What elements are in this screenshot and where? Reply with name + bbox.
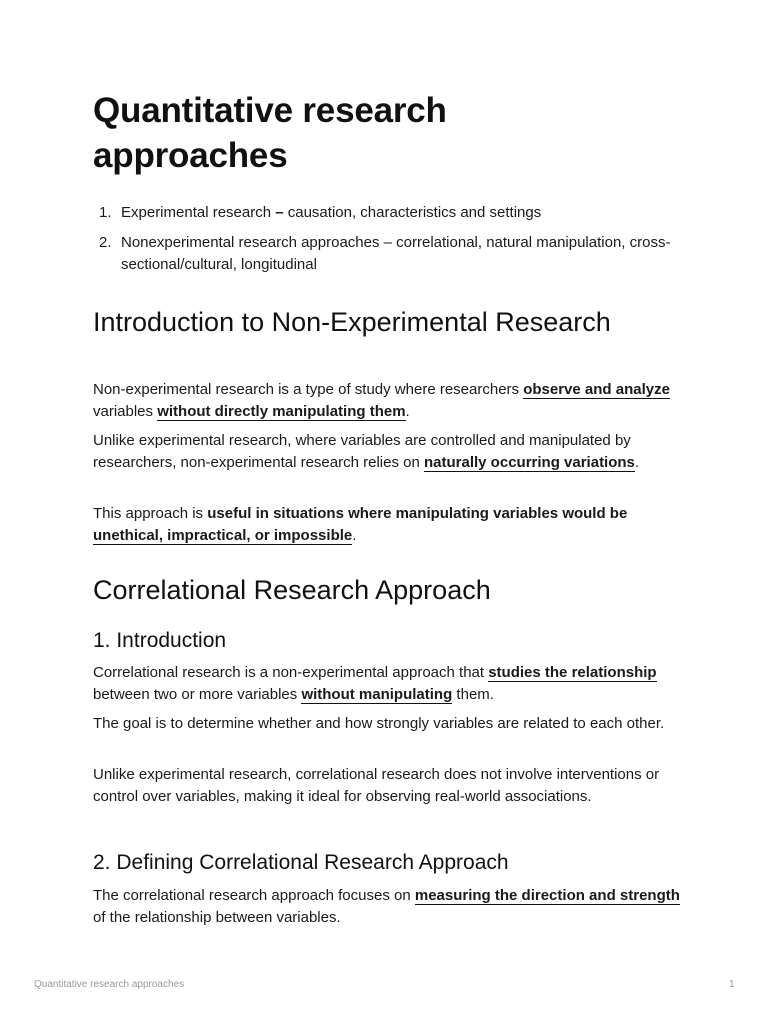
list-item: 1. Experimental research – causation, characteristics and settings	[99, 204, 542, 221]
correlational-paragraph-4: The correlational research approach focuses on measuring the direction and strength of the relationship between variables.	[93, 887, 680, 926]
intro-paragraph-2: Unlike experimental research, where variables are controlled and manipulated by researchers, non-experimental research relies on naturally occurring variations.	[93, 432, 640, 471]
list-item: 2. Nonexperimental research approaches – correlational, natural manipulation, cross-sectional/cultural, longitudinal	[99, 234, 671, 273]
correlational-paragraph-1: Correlational research is a non-experimental approach that studies the relationship between two or more variables without manipulating them.	[93, 664, 657, 703]
outline-list	[93, 202, 683, 284]
intro-paragraph-1: Non-experimental research is a type of study where researchers observe and analyze variables without directly manipulating them.	[93, 381, 670, 420]
intro-paragraph-3: This approach is useful in situations where manipulating variables would be unethical, impractical, or impossible.	[93, 505, 628, 544]
subheading-defining: 2. Defining Correlational Research Approach	[93, 851, 509, 874]
correlational-paragraph-2: The goal is to determine whether and how strongly variables are related to each other.	[93, 715, 665, 732]
subheading-introduction: 1. Introduction	[93, 629, 227, 652]
footer-doc-name: Quantitative research approaches	[34, 979, 185, 990]
page-title: Quantitative research approaches	[93, 91, 447, 175]
correlational-paragraph-3: Unlike experimental research, correlational research does not involve interventions or control over variables, making it ideal for observing real-world associations.	[93, 766, 660, 805]
page-number: 1	[729, 979, 735, 990]
section-heading-intro: Introduction to Non-Experimental Research	[93, 307, 611, 337]
section-heading-correlational: Correlational Research Approach	[93, 575, 491, 605]
